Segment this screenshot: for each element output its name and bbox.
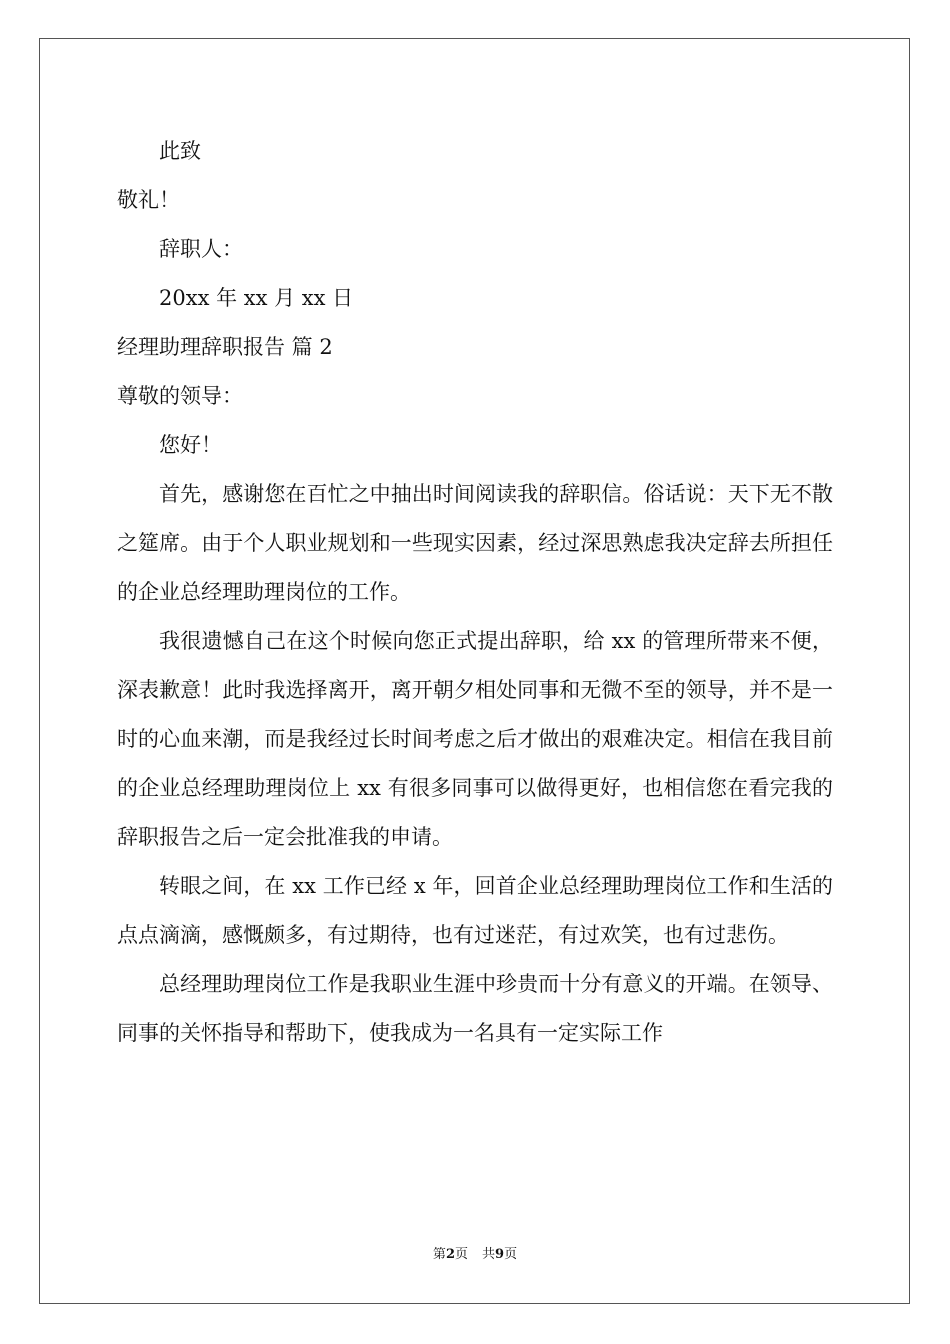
- paragraph-4: 总经理助理岗位工作是我职业生涯中珍贵而十分有意义的开端。在领导、同事的关怀指导和帮助下，使我成为一名具有一定实际工作: [117, 972, 833, 1045]
- total-prefix: 共: [482, 1247, 496, 1262]
- paragraph-1: 首先，感谢您在百忙之中抽出时间阅读我的辞职信。俗话说：天下无不散之筵席。由于个人职业规划和一些现实因素，经过深思熟虑我决定辞去所担任的企业总经理助理岗位的工作。: [117, 482, 833, 604]
- greeting-line: 您好！: [159, 433, 222, 457]
- page-footer: [0, 1245, 950, 1265]
- page-current: 2: [445, 1247, 455, 1262]
- page-suffix: 页: [454, 1247, 468, 1262]
- total-suffix: 页: [504, 1247, 518, 1262]
- page-total: 9: [495, 1247, 505, 1262]
- paragraph-2: 我很遗憾自己在这个时候向您正式提出辞职，给 xx 的管理所带来不便，深表歉意！此时我选择离开，离开朝夕相处同事和无微不至的领导，并不是一时的心血来潮，而是我经过长时间考虑之后才做出的艰难决定。相信在我目前的企业总经理助理岗位上 xx 有很多同事可以做得更好，也相信您在看完我的辞职报告之后一定会批准我的申请。: [117, 629, 833, 849]
- addressee-line: 尊敬的领导：: [117, 384, 243, 408]
- section-title: 经理助理辞职报告 篇 2: [117, 335, 333, 359]
- signer-label: 辞职人：: [159, 237, 243, 261]
- page-prefix: 第: [432, 1247, 446, 1262]
- paragraph-3: 转眼之间，在 xx 工作已经 x 年，回首企业总经理助理岗位工作和生活的点点滴滴，感慨颇多，有过期待，也有过迷茫，有过欢笑，也有过悲伤。: [117, 874, 833, 947]
- document-body: [117, 127, 833, 1058]
- date-line: 20xx 年 xx 月 xx 日: [159, 286, 354, 310]
- closing-line: 此致: [159, 139, 201, 163]
- salute-line: 敬礼！: [117, 188, 180, 212]
